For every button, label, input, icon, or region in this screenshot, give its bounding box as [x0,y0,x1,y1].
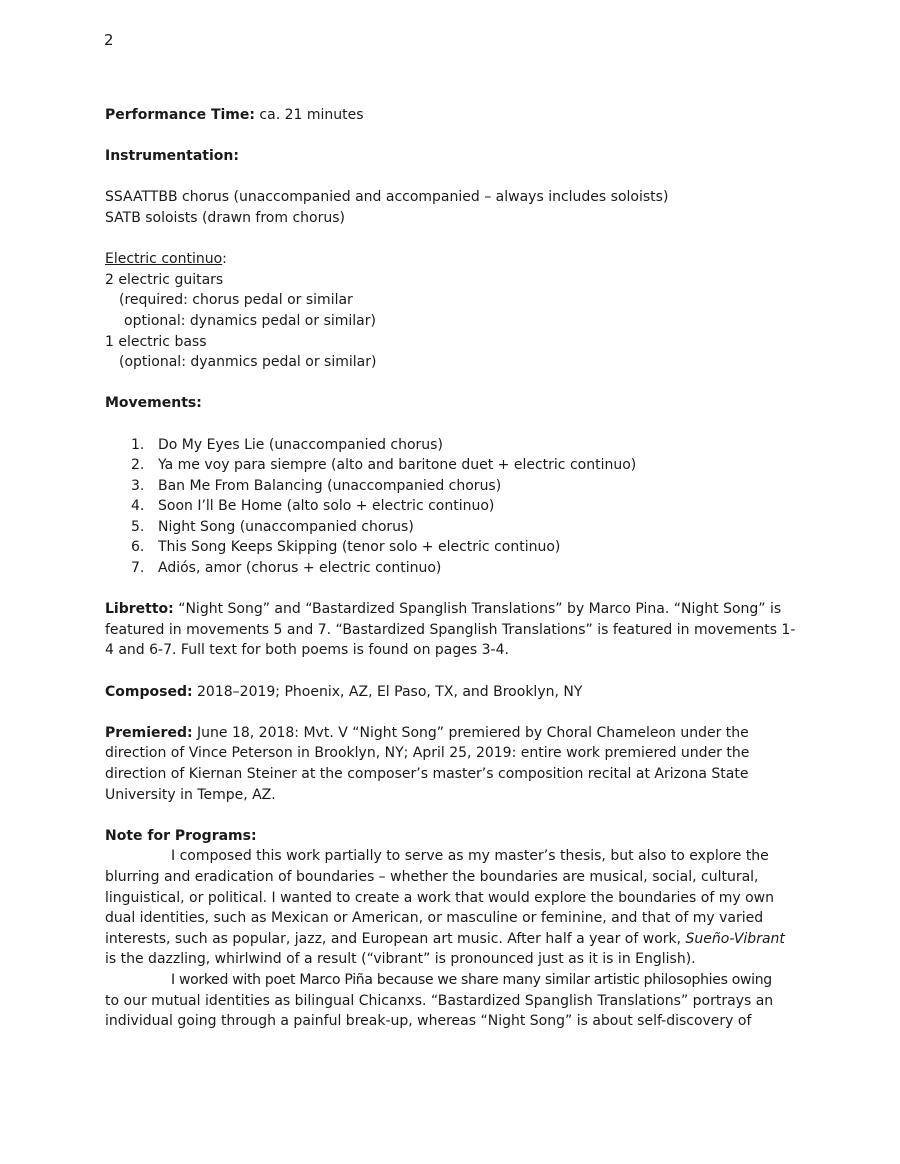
movement-title: Ya me voy para siempre (alto and baritone duet + electric continuo) [158,457,637,474]
program-note-text: I composed this work partially to serve as my master’s thesis, but also to explore the [171,848,769,865]
premiered-text: direction of Vince Peterson in Brooklyn, NY; April 25, 2019: entire work premiered under the [105,745,750,762]
premiered-paragraph [105,723,795,805]
list-item [105,476,795,497]
program-note-heading: Note for Programs: [105,827,257,844]
page-number: 2 [104,31,114,49]
program-note-paragraph-1 [105,846,795,970]
movement-title: This Song Keeps Skipping (tenor solo + electric continuo) [158,539,561,556]
list-item [105,537,795,558]
movement-number: 7. [131,560,145,577]
movement-number: 4. [131,498,145,515]
list-item [105,455,795,476]
continuo-line: (optional: dyanmics pedal or similar) [119,354,377,371]
libretto-text: 4 and 6-7. Full text for both poems is found on pages 3-4. [105,642,509,659]
continuo-line: 2 electric guitars [105,271,224,288]
premiered-text: direction of Kiernan Steiner at the composer’s master’s composition recital at Arizona State [105,766,749,782]
program-note-text: I worked with poet Marco Piña because we share many similar artistic philosophies owing [171,971,772,988]
continuo-line: optional: dynamics pedal or similar) [124,312,376,329]
libretto-paragraph [105,599,795,661]
libretto-label: Libretto: [105,601,174,618]
movement-number: 6. [131,539,145,556]
performance-time [105,105,795,126]
movement-title: Night Song (unaccompanied chorus) [158,518,414,535]
performance-time-label: Performance Time: [105,107,255,123]
movement-title: Do My Eyes Lie (unaccompanied chorus) [158,436,443,453]
movements-heading: Movements: [105,395,202,412]
work-title: Sueño-Vibrant [685,930,785,947]
movement-number: 5. [131,518,145,535]
movement-number: 1. [131,436,145,453]
movements-list [105,435,795,579]
movement-number: 3. [131,477,145,494]
program-note-text: blurring and eradication of boundaries – whether the boundaries are musical, social, cultural, [105,868,759,885]
chorus-line: SSAATTBB chorus (unaccompanied and accompanied – always includes soloists) [105,189,669,206]
document-body [105,105,795,1032]
program-note-text: to our mutual identities as bilingual Chicanxs. “Bastardized Spanglish Translations” portrays an [105,992,774,1009]
continuo-heading-colon: : [222,251,227,268]
libretto-text: featured in movements 5 and 7. “Bastardized Spanglish Translations” is featured in movements 1- [105,621,796,638]
movement-title: Adiós, amor (chorus + electric continuo) [158,560,442,577]
list-item [105,496,795,517]
libretto-text: “Night Song” and “Bastardized Spanglish Translations” by Marco Pina. “Night Song” is [173,601,782,618]
program-note-paragraph-2 [105,970,795,1032]
list-item [105,435,795,456]
program-note-text: dual identities, such as Mexican or American, or masculine or feminine, and that of my varied [105,910,764,927]
continuo-line: (required: chorus pedal or similar [119,292,353,309]
program-note-text: is the dazzling, whirlwind of a result (“vibrant” is pronounced just as it is in English). [105,951,696,968]
premiered-text: June 18, 2018: Mvt. V “Night Song” premiered by Choral Chameleon under the [192,724,749,741]
continuo-line: 1 electric bass [105,333,207,350]
program-note-text: linguistical, or political. I wanted to create a work that would explore the boundaries of my own [105,889,774,906]
composed-line [105,682,795,703]
continuo-heading [105,249,795,270]
performance-time-value: ca. 21 minutes [254,107,364,123]
list-item [105,558,795,579]
composed-label: Composed: [105,683,193,700]
continuo-heading-text: Electric continuo [105,251,223,268]
program-note-text: individual going through a painful break-up, whereas “Night Song” is about self-discovery of [105,1013,752,1030]
movement-title: Ban Me From Balancing (unaccompanied chorus) [158,477,502,494]
instrumentation-heading: Instrumentation: [105,148,239,165]
premiered-label: Premiered: [105,724,193,741]
program-note-text: interests, such as popular, jazz, and European art music. After half a year of work, [105,930,686,947]
composed-value: 2018–2019; Phoenix, AZ, El Paso, TX, and Brooklyn, NY [192,683,583,700]
movement-number: 2. [131,457,145,474]
premiered-text: University in Tempe, AZ. [105,786,276,803]
list-item [105,517,795,538]
movement-title: Soon I’ll Be Home (alto solo + electric continuo) [158,498,495,515]
soloists-line: SATB soloists (drawn from chorus) [105,209,345,226]
